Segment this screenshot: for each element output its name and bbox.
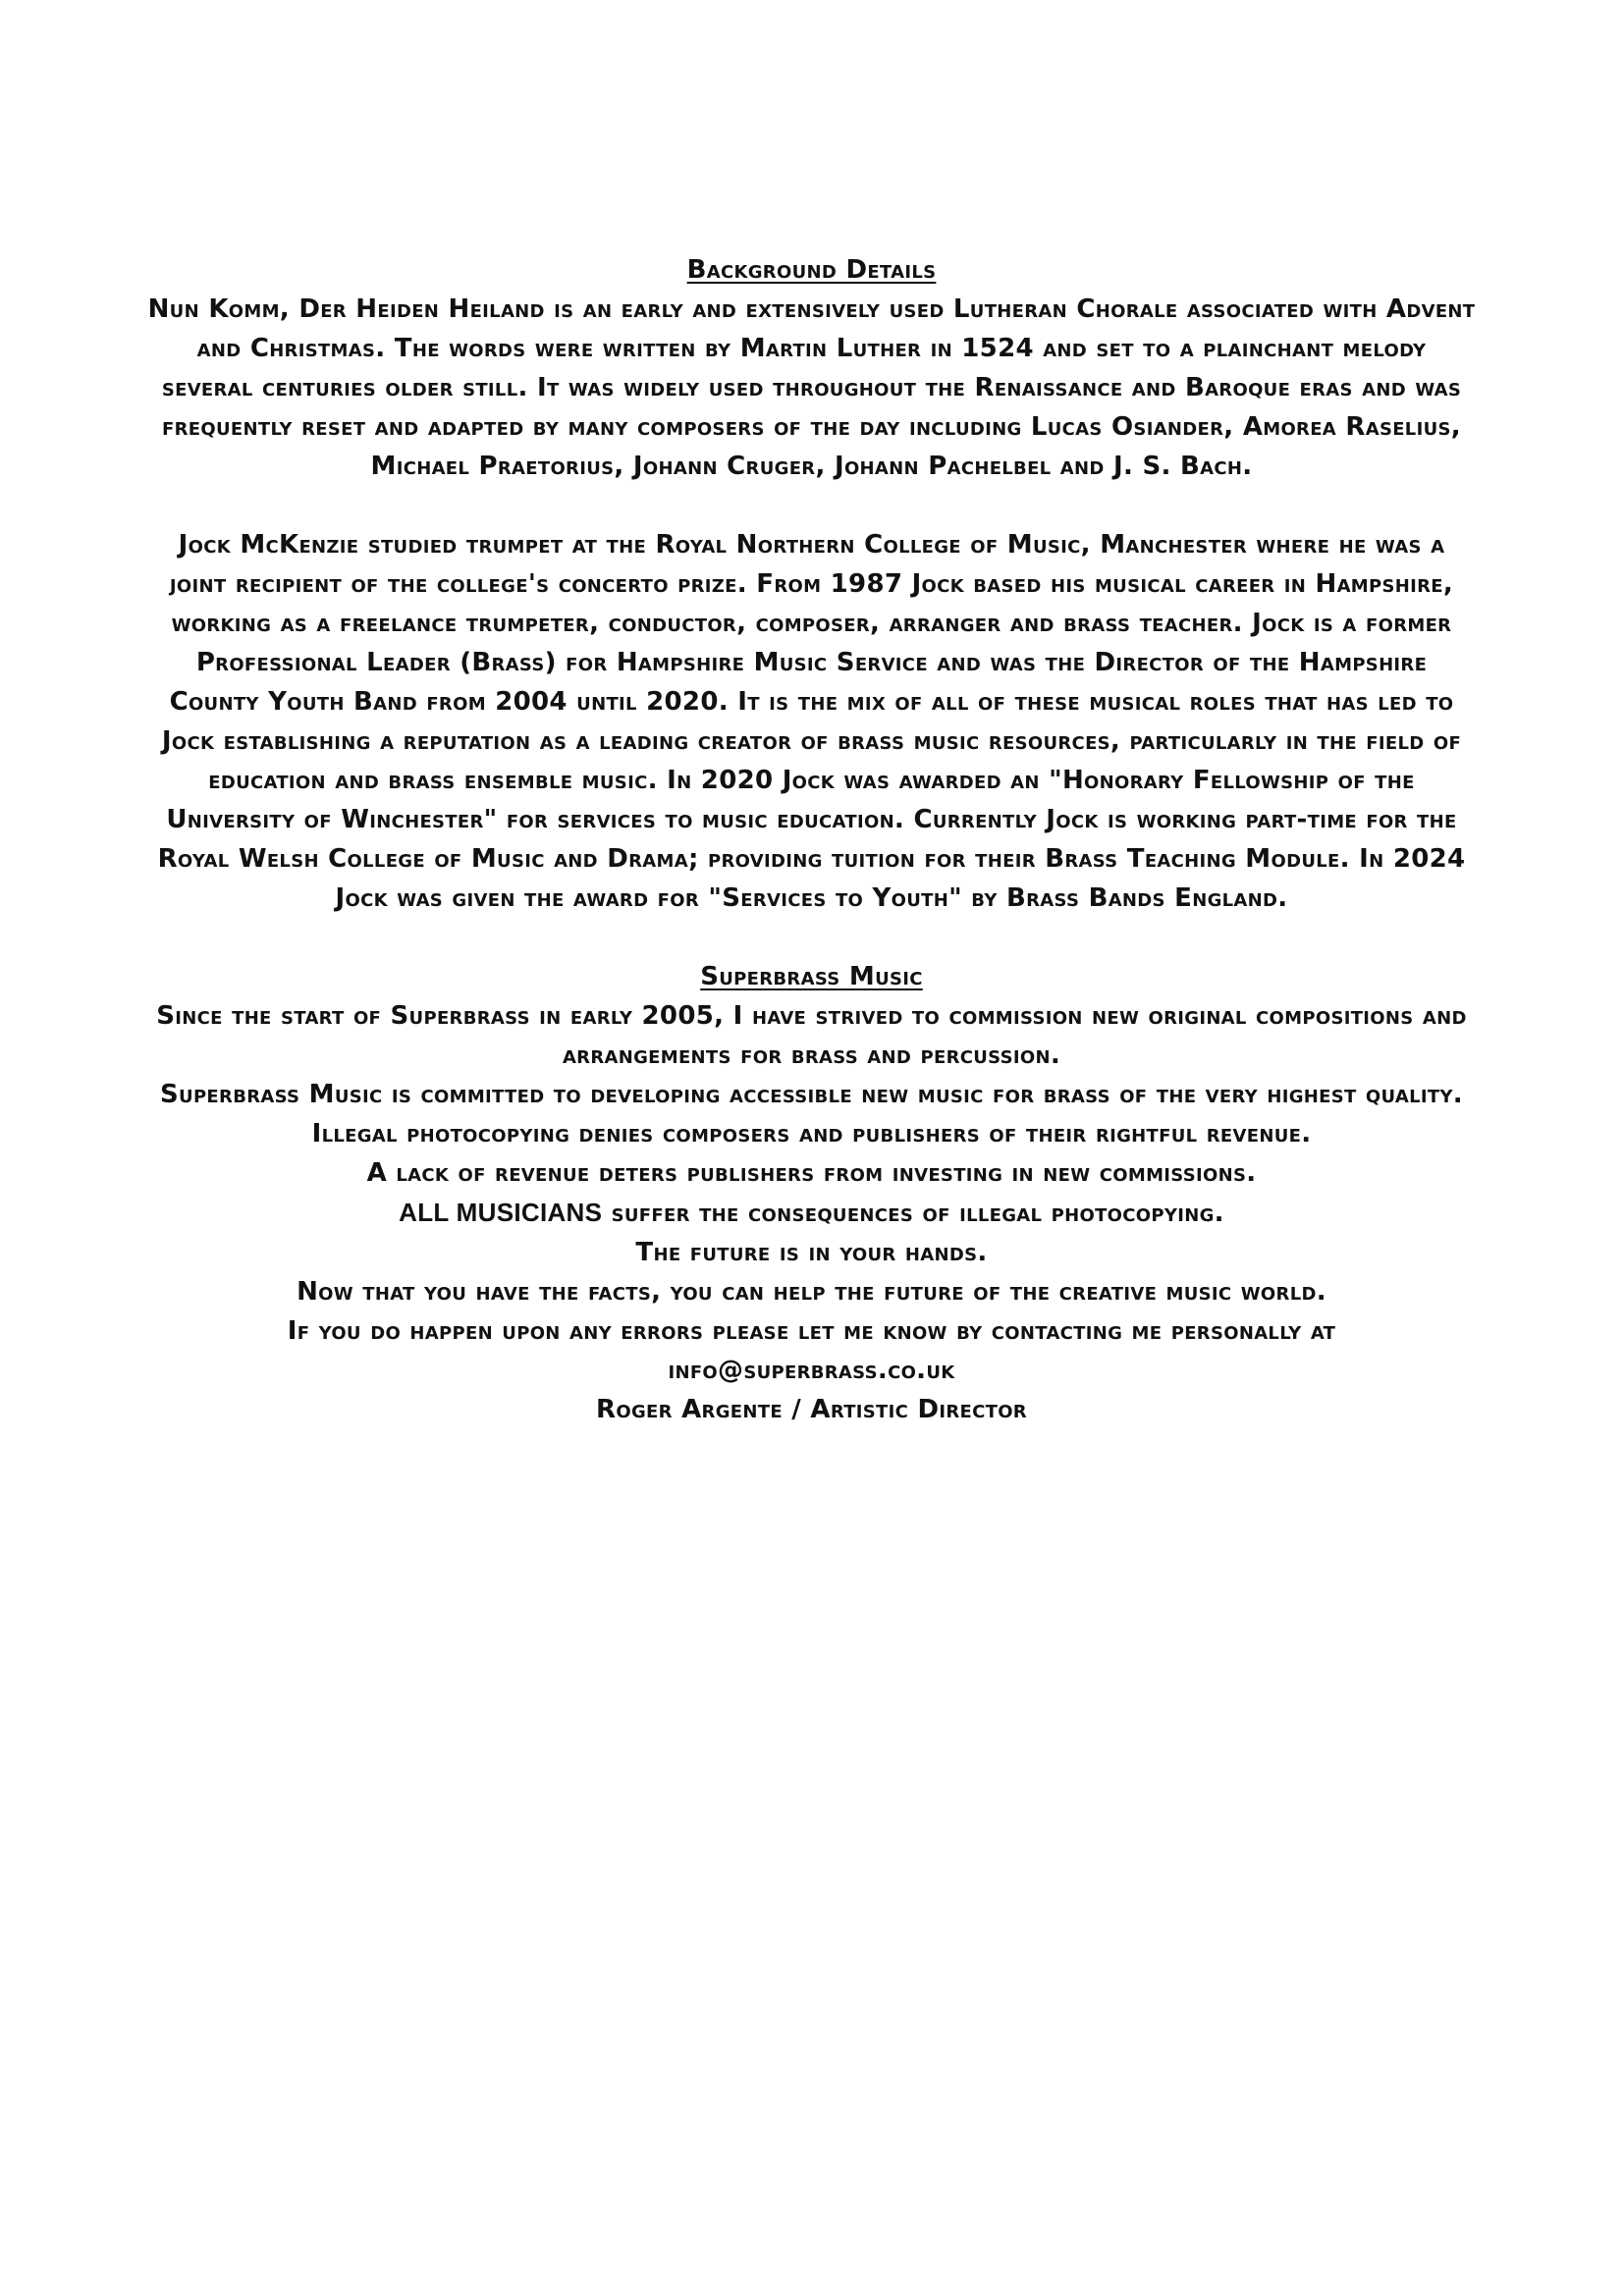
background-details-heading: Background Details (686, 255, 937, 285)
signature-line: Roger Argente / Artistic Director (596, 1395, 1027, 1424)
contact-email: info@superbrass.co.uk (668, 1356, 955, 1385)
superbrass-line-2: Superbrass Music is committed to developing accessible new music for brass of the very highest quality. (160, 1080, 1463, 1109)
superbrass-music-heading: Superbrass Music (700, 962, 923, 991)
biography-paragraph: Jock McKenzie studied trumpet at the Royal Northern College of Music, Manchester where he was a joint recipient of the college's concerto prize. From 1987 Jock based his musical career in Hampshire, working as a freelance trumpeter, conductor, composer, arranger and brass teacher. Jock is a former Professional Leader (Brass) for Hampshire Music Service and was the Director of the Hampshire County Youth Band from 2004 until 2020. It is the mix of all of these musical roles that has led to Jock establishing a reputation as a leading creator of brass music resources, particularly in the field of education and brass ensemble music. In 2020 Jock was awarded an "Honorary Fellowship of the University of Winchester" for services to music education. Currently Jock is working part-time for the Royal Welsh College of Music and Drama; providing tuition for their Brass Teaching Module. In 2024 Jock was given the award for "Services to Youth" by Brass Bands England. (157, 530, 1466, 913)
superbrass-line-5 (147, 1193, 1476, 1233)
section-gap (147, 918, 1476, 957)
page-content (147, 250, 1476, 1429)
section-gap (147, 486, 1476, 525)
superbrass-line-3: Illegal photocopying denies composers and publishers of their rightful revenue. (311, 1119, 1312, 1148)
superbrass-line-4: A lack of revenue deters publishers from investing in new commissions. (366, 1158, 1257, 1188)
superbrass-line-5-rest: suffer the consequences of illegal photocopying. (602, 1199, 1224, 1228)
background-paragraph: Nun Komm, Der Heiden Heiland is an early and extensively used Lutheran Chorale associated with Advent and Christmas. The words were written by Martin Luther in 1524 and set to a plainchant melody several centuries older still. It was widely used throughout the Renaissance and Baroque eras and was frequently reset and adapted by many composers of the day including Lucas Osiander, Amorea Raselius, Michael Praetorius, Johann Cruger, Johann Pachelbel and J. S. Bach. (147, 294, 1476, 481)
all-musicians-emphasis: ALL MUSICIANS (399, 1198, 603, 1227)
superbrass-line-6: The future is in your hands. (635, 1238, 988, 1267)
superbrass-line-8: If you do happen upon any errors please let me know by contacting me personally at (287, 1316, 1336, 1346)
superbrass-line-1: Since the start of Superbrass in early 2005, I have strived to commission new original compositions and arrangements for brass and percussion. (156, 1001, 1467, 1070)
superbrass-line-7: Now that you have the facts, you can help the future of the creative music world. (297, 1277, 1326, 1307)
